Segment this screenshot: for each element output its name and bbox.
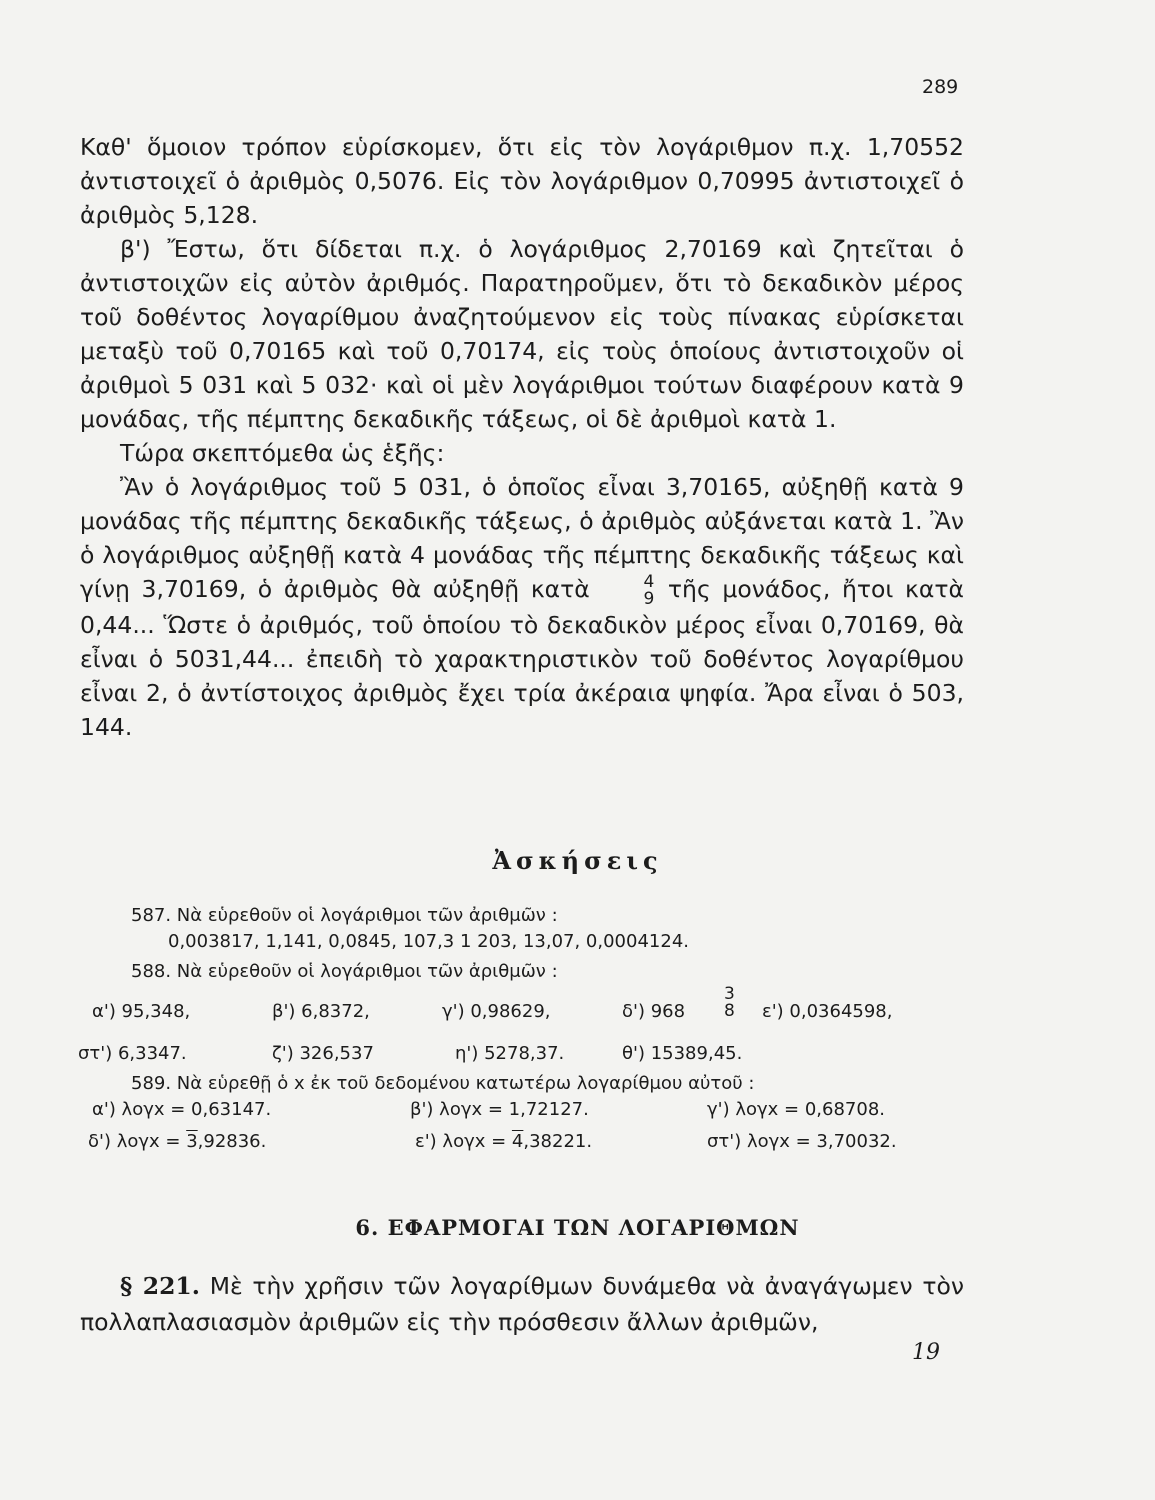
exercise-588-d: δ') 968 (622, 1001, 686, 1022)
exercise-588-h: η') 5278,37. (455, 1043, 565, 1064)
exercise-589-e-prefix: ε') λογx = (415, 1131, 512, 1152)
exercise-589-c: γ') λογx = 0,68708. (707, 1099, 885, 1120)
fraction-three-eighths (724, 986, 735, 1020)
exercise-589-d-bar-digit: 3 (186, 1131, 198, 1152)
exercise-588-st: στ') 6,3347. (78, 1043, 187, 1064)
exercise-589-e-suffix: ,38221. (523, 1131, 593, 1152)
exercise-588-b: β') 6,8372, (272, 1001, 370, 1022)
exercise-588-e: ε') 0,0364598, (762, 1001, 893, 1022)
exercise-589-st: στ') λογx = 3,70032. (707, 1131, 897, 1152)
exercise-588-th: θ') 15389,45. (622, 1043, 743, 1064)
section-221-body: Μὲ τὴν χρῆσιν τῶν λογαρίθμων δυνάμεθα νὰ ἀναγάγωμεν τὸν πολλαπλασιασμὸν ἀριθμῶν εἰς τὴν πρόσθεσιν ἄλλων ἀριθμῶν, (80, 1272, 964, 1336)
paragraph-2: β') Ἔστω, ὅτι δίδεται π.χ. ὁ λογάριθμος 2,70169 καὶ ζητεῖται ὁ ἀντιστοιχῶν εἰς αὐτὸν ἀριθμός. Παρατηροῦμεν, ὅτι τὸ δεκαδικὸν μέρος τοῦ δοθέντος λογαρίθμου ἀναζητούμενον εἰς τοὺς πίνακας εὑρίσκεται μεταξὺ τοῦ 0,70165 καὶ τοῦ 0,70174, εἰς τοὺς ὁποίους ἀντιστοιχοῦν οἱ ἀριθμοὶ 5 031 καὶ 5 032· καὶ οἱ μὲν λογάριθμοι τούτων διαφέρουν κατὰ 9 μονάδας, τῆς πέμπτης δεκαδικῆς τάξεως, οἱ δὲ ἀριθμοὶ κατὰ 1. (80, 235, 964, 433)
paragraph-3: Τώρα σκεπτόμεθα ὡς ἑξῆς: (120, 439, 445, 467)
exercise-588-title: 588. Νὰ εὑρεθοῦν οἱ λογάριθμοι τῶν ἀριθμῶν : (131, 961, 558, 982)
exercise-589-b: β') λογx = 1,72127. (410, 1099, 589, 1120)
paragraph-4-text-a: Ἂν ὁ λογάριθμος τοῦ 5 031, ὁ ὁποῖος εἶναι 3,70165, αὐξηθῇ κατὰ 9 μονάδας τῆς πέμπτης δεκαδικῆς τάξεως, ὁ ἀριθμὸς αὐξάνεται κατὰ 1. Ἂν ὁ λογάριθμος αὐξηθῇ κατὰ 4 μονάδας τῆς πέμπτης δεκαδικῆς τάξεως καὶ γίνῃ 3,70169, ὁ ἀριθμὸς θὰ αὐξηθῇ κατὰ (80, 473, 964, 603)
fraction-denominator: 9 (643, 588, 655, 609)
exercise-588-row-2 (0, 1042, 1155, 1072)
exercises-heading: Ἀσκήσεις (492, 846, 663, 875)
fraction-denominator: 8 (724, 1001, 735, 1021)
paragraph-4 (80, 470, 964, 744)
paragraph-4-text-b: τῆς μονάδος, ἤτοι κατὰ 0,44... Ὥστε ὁ ἀριθμός, τοῦ ὁποίου τὸ δεκαδικὸν μέρος εἶναι 0,70169, θὰ εἶναι ὁ 5031,44... ἐπειδὴ τὸ χαρακτηριστικὸν τοῦ δοθέντος λογαρίθμου εἶναι 2, ὁ ἀντίστοιχος ἀριθμὸς ἔχει τρία ἀκέραια ψηφία. Ἄρα εἶναι ὁ 503, 144. (80, 575, 964, 741)
exercise-589-d (88, 1130, 266, 1154)
exercise-587-title: 587. Νὰ εὑρεθοῦν οἱ λογάριθμοι τῶν ἀριθμῶν : (131, 905, 558, 926)
fraction-four-ninths (603, 571, 655, 609)
exercise-589-d-prefix: δ') λογx = (88, 1131, 187, 1152)
exercise-589-title: 589. Νὰ εὑρεθῇ ὁ x ἐκ τοῦ δεδομένου κατωτέρω λογαρίθμου αὐτοῦ : (131, 1073, 755, 1094)
exercise-587-values: 0,003817, 1,141, 0,0845, 107,3 1 203, 13,07, 0,0004124. (168, 931, 689, 952)
exercise-589-a: α') λογx = 0,63147. (92, 1099, 272, 1120)
exercise-588-c: γ') 0,98629, (442, 1001, 551, 1022)
exercise-589-e-bar-digit: 4 (511, 1131, 524, 1152)
exercise-589-row-2 (0, 1130, 1155, 1160)
exercise-589-row-1 (0, 1098, 1155, 1128)
exercise-588-a: α') 95,348, (92, 1001, 191, 1022)
exercise-588-row-1 (0, 984, 1155, 1030)
fraction-numerator: 3 (724, 984, 735, 1004)
exercise-589-e (415, 1130, 592, 1154)
fraction-numerator: 4 (643, 571, 655, 592)
section-221-text (80, 1268, 964, 1340)
main-text (80, 130, 964, 744)
exercise-588-z: ζ') 326,537 (272, 1043, 374, 1064)
signature-mark: 19 (912, 1340, 940, 1365)
exercise-589-d-suffix: ,92836. (197, 1131, 267, 1152)
page-number: 289 (922, 76, 959, 98)
section-number: § 221. (120, 1272, 200, 1300)
paragraph-1: Καθ' ὅμοιον τρόπον εὑρίσκομεν, ὅτι εἰς τὸν λογάριθμον π.χ. 1,70552 ἀντιστοιχεῖ ὁ ἀριθμὸς 0,5076. Εἰς τὸν λογάριθμον 0,70995 ἀντιστοιχεῖ ὁ ἀριθμὸς 5,128. (80, 133, 964, 229)
section-heading: 6. ΕΦΑΡΜΟΓΑΙ ΤΩΝ ΛΟΓΑΡΙΘΜΩΝ (355, 1215, 800, 1240)
